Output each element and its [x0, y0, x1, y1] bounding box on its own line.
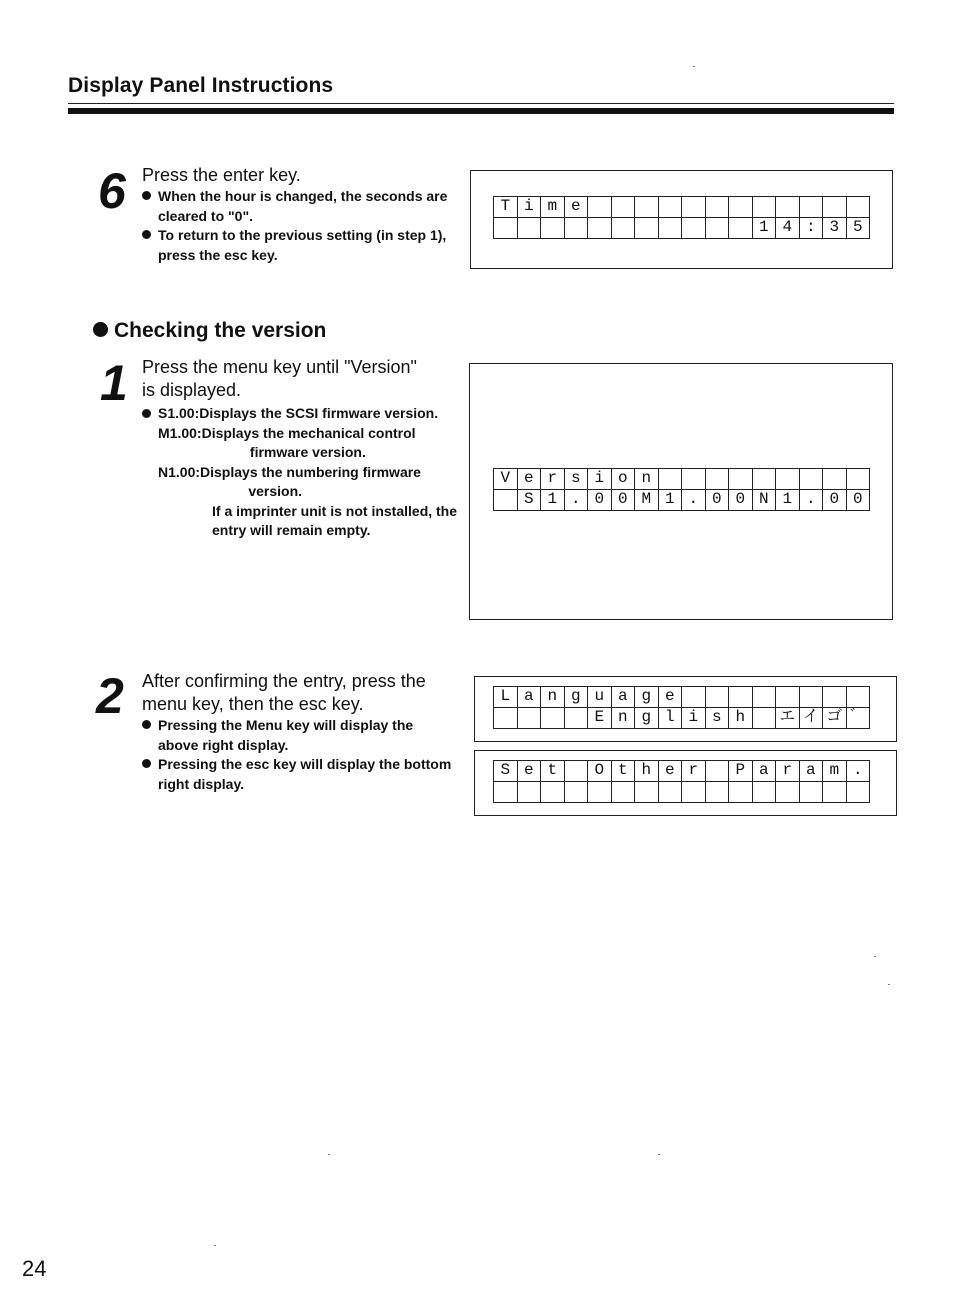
lcd-cell: [753, 469, 777, 490]
lcd-cell: 1: [753, 218, 777, 239]
lcd-cell: [729, 197, 753, 218]
lcd-cell: t: [612, 761, 636, 782]
time-display-panel: [470, 170, 893, 269]
lcd-cell: [635, 197, 659, 218]
lcd-cell: l: [659, 708, 683, 729]
language-display-panel: [474, 676, 897, 742]
lcd-cell: [753, 782, 777, 803]
lcd-cell: [659, 782, 683, 803]
lcd-cell: [682, 782, 706, 803]
lcd-cell: [494, 218, 518, 239]
step-number-1: 1: [100, 355, 128, 411]
lcd-cell: [847, 687, 871, 708]
lcd-cell: [753, 197, 777, 218]
lcd-cell: r: [682, 761, 706, 782]
lcd-cell: e: [518, 761, 542, 782]
lcd-cell: [847, 782, 871, 803]
lcd-cell: ゛: [847, 708, 871, 729]
lcd-cell: u: [588, 687, 612, 708]
lcd-cell: e: [518, 469, 542, 490]
lcd-cell: [682, 687, 706, 708]
lcd-cell: a: [800, 761, 824, 782]
lcd-cell: e: [659, 761, 683, 782]
lcd-cell: [706, 782, 730, 803]
lcd-cell: r: [541, 469, 565, 490]
lcd-cell: S: [494, 761, 518, 782]
lcd-cell: o: [612, 469, 636, 490]
lcd-cell: [729, 782, 753, 803]
lcd-cell: [800, 469, 824, 490]
lcd-cell: [541, 782, 565, 803]
lcd-cell: N: [753, 490, 777, 511]
header-rule-thin: [68, 103, 894, 104]
section-heading: Checking the version: [93, 319, 326, 343]
step1-lead-2: is displayed.: [142, 380, 242, 400]
version-lcd: [493, 468, 870, 511]
lcd-cell: [800, 687, 824, 708]
scan-speck: [874, 956, 876, 957]
lcd-cell: .: [682, 490, 706, 511]
step2-lead: After confirming the entry, press the menu key, then the esc key.: [142, 671, 426, 714]
bullet-icon: [142, 409, 151, 418]
lcd-cell: E: [588, 708, 612, 729]
lcd-cell: :: [800, 218, 824, 239]
lcd-cell: e: [659, 687, 683, 708]
lcd-cell: [729, 218, 753, 239]
lcd-cell: [706, 761, 730, 782]
lcd-cell: [823, 782, 847, 803]
lcd-cell: .: [565, 490, 589, 511]
lcd-cell: [776, 197, 800, 218]
step1-lead-1: Press the menu key until "Version": [142, 357, 417, 377]
lcd-cell: [494, 782, 518, 803]
lcd-cell: 4: [776, 218, 800, 239]
time-lcd: [493, 196, 870, 239]
lcd-cell: g: [565, 687, 589, 708]
lcd-cell: V: [494, 469, 518, 490]
lcd-cell: n: [612, 708, 636, 729]
scan-speck: [328, 1154, 330, 1155]
lcd-cell: [776, 782, 800, 803]
scan-speck: [888, 984, 890, 985]
lcd-cell: [588, 197, 612, 218]
lcd-cell: [541, 708, 565, 729]
lcd-cell: [494, 708, 518, 729]
lcd-cell: i: [518, 197, 542, 218]
lcd-cell: 3: [823, 218, 847, 239]
version-item-s: S1.00 :Displays the SCSI firmware version.: [142, 404, 458, 424]
lcd-cell: .: [847, 761, 871, 782]
lcd-cell: [565, 782, 589, 803]
step-number-2: 2: [96, 668, 124, 724]
lcd-cell: g: [635, 687, 659, 708]
lcd-cell: 5: [847, 218, 871, 239]
step2-bullet-2: Pressing the esc key will display the bottom right display.: [142, 755, 456, 794]
lcd-cell: [518, 708, 542, 729]
version-item-m: M1.00 :Displays the mechanical control firmware version.: [158, 424, 416, 460]
lcd-cell: [729, 687, 753, 708]
lcd-cell: s: [706, 708, 730, 729]
lcd-cell: [612, 197, 636, 218]
lcd-cell: 0: [729, 490, 753, 511]
lcd-cell: M: [635, 490, 659, 511]
lcd-cell: [823, 687, 847, 708]
lcd-cell: [541, 218, 565, 239]
lcd-cell: 1: [541, 490, 565, 511]
lcd-cell: [635, 218, 659, 239]
lcd-cell: n: [635, 469, 659, 490]
bullet-icon: [93, 322, 108, 337]
lcd-cell: h: [729, 708, 753, 729]
lcd-cell: エ: [776, 708, 800, 729]
lcd-cell: [847, 197, 871, 218]
header-rule-thick: [68, 108, 894, 114]
lcd-cell: 0: [847, 490, 871, 511]
lcd-cell: [588, 782, 612, 803]
lcd-cell: [753, 708, 777, 729]
scan-speck: [693, 66, 695, 67]
bullet-icon: [142, 230, 151, 239]
lcd-cell: [659, 197, 683, 218]
lcd-cell: [588, 218, 612, 239]
lcd-cell: [800, 782, 824, 803]
lcd-cell: [682, 218, 706, 239]
lcd-cell: [635, 782, 659, 803]
lcd-cell: 0: [588, 490, 612, 511]
lcd-cell: [518, 218, 542, 239]
lcd-cell: [776, 469, 800, 490]
lcd-cell: 1: [776, 490, 800, 511]
lcd-cell: L: [494, 687, 518, 708]
lcd-cell: e: [565, 197, 589, 218]
bullet-icon: [142, 720, 151, 729]
version-display-panel: [469, 363, 893, 620]
lcd-cell: [682, 197, 706, 218]
lcd-cell: [612, 782, 636, 803]
lcd-cell: a: [518, 687, 542, 708]
step6-lead: Press the enter key.: [142, 165, 301, 185]
lcd-cell: [706, 197, 730, 218]
version-item-n-note: If a imprinter unit is not installed, the entry will remain empty.: [212, 502, 458, 538]
step1-text: [142, 356, 458, 541]
lcd-cell: [847, 469, 871, 490]
lcd-cell: [518, 782, 542, 803]
lcd-cell: a: [753, 761, 777, 782]
lcd-cell: .: [800, 490, 824, 511]
lcd-cell: [659, 469, 683, 490]
step6-bullet-1: When the hour is changed, the seconds are cleared to "0".: [142, 187, 456, 226]
lcd-cell: O: [588, 761, 612, 782]
lcd-cell: [565, 708, 589, 729]
language-lcd: [493, 686, 870, 729]
lcd-cell: m: [541, 197, 565, 218]
lcd-cell: ゴ: [823, 708, 847, 729]
lcd-cell: [823, 469, 847, 490]
lcd-cell: イ: [800, 708, 824, 729]
lcd-cell: P: [729, 761, 753, 782]
lcd-cell: t: [541, 761, 565, 782]
page-number: 24: [22, 1256, 47, 1281]
lcd-cell: 1: [659, 490, 683, 511]
scan-speck: [658, 1154, 660, 1155]
step2-bullet-1: Pressing the Menu key will display the above right display.: [142, 716, 456, 755]
lcd-cell: [612, 218, 636, 239]
lcd-cell: n: [541, 687, 565, 708]
lcd-cell: i: [588, 469, 612, 490]
lcd-cell: r: [776, 761, 800, 782]
other-params-display-panel: [474, 750, 897, 816]
lcd-cell: [565, 218, 589, 239]
lcd-cell: [753, 687, 777, 708]
lcd-cell: [729, 469, 753, 490]
lcd-cell: T: [494, 197, 518, 218]
bullet-icon: [142, 191, 151, 200]
lcd-cell: [659, 218, 683, 239]
step2-text: [142, 670, 456, 794]
lcd-cell: a: [612, 687, 636, 708]
lcd-cell: [706, 687, 730, 708]
step6-text: [142, 164, 456, 265]
lcd-cell: s: [565, 469, 589, 490]
lcd-cell: [565, 761, 589, 782]
lcd-cell: i: [682, 708, 706, 729]
lcd-cell: 0: [706, 490, 730, 511]
other-params-lcd: [493, 760, 870, 803]
lcd-cell: 0: [823, 490, 847, 511]
lcd-cell: h: [635, 761, 659, 782]
lcd-cell: 0: [612, 490, 636, 511]
lcd-cell: g: [635, 708, 659, 729]
page-title: Display Panel Instructions: [68, 74, 334, 97]
lcd-cell: [706, 218, 730, 239]
lcd-cell: [706, 469, 730, 490]
lcd-cell: m: [823, 761, 847, 782]
lcd-cell: [800, 197, 824, 218]
lcd-cell: [776, 687, 800, 708]
version-item-n: N1.00 :Displays the numbering firmware version.: [158, 463, 421, 499]
scan-speck: [214, 1245, 216, 1246]
step-number-6: 6: [98, 163, 126, 219]
lcd-cell: [823, 197, 847, 218]
step6-bullet-2: To return to the previous setting (in step 1), press the esc key.: [142, 226, 456, 265]
lcd-cell: [682, 469, 706, 490]
lcd-cell: [494, 490, 518, 511]
bullet-icon: [142, 759, 151, 768]
lcd-cell: S: [518, 490, 542, 511]
